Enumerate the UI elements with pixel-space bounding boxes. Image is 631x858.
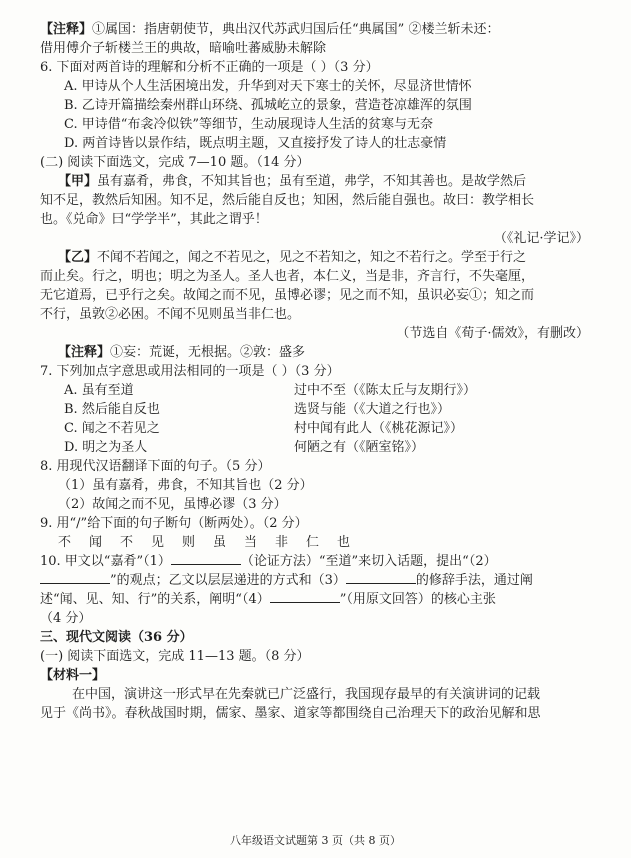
yi-label: 【乙】	[58, 250, 98, 265]
q10-line-1	[40, 552, 601, 571]
q7-row-b	[40, 400, 601, 419]
yi-line-2: 而止矣。行之，明也；明之为圣人。圣人也者，本仁义，当是非，齐言行，不失毫厘，	[40, 269, 535, 284]
section3-sub: (一) 阅读下面选文，完成 11—13 题。（8 分）	[40, 649, 310, 664]
q8-item-1: （1）虽有嘉肴，弗食，不知其旨也（2 分）	[58, 478, 313, 493]
note-top-line2: 借用傅介子斩楼兰王的典故，暗喻吐蕃威胁未解除	[40, 41, 327, 56]
q7-a-left: A. 虽有至道	[64, 383, 134, 398]
q10-blank-2[interactable]	[40, 571, 110, 584]
page-footer: 八年级语文试题第 3 页（共 8 页）	[230, 834, 401, 847]
q9-sentence: 不闻不见则虽当非仁也	[58, 535, 369, 550]
q7-c-right: 村中闻有此人（《桃花源记》）	[294, 421, 464, 436]
q8-item-2: （2）故闻之而不见，虽博必谬（3 分）	[58, 497, 287, 512]
q7-row-a	[40, 381, 601, 400]
q7-b-right: 选贤与能（《大道之行也》）	[294, 402, 451, 417]
q7-stem: 7. 下列加点字意思或用法相同的一项是（ ）（3 分）	[40, 364, 340, 379]
yi-line-3: 无它道焉，已乎行之矣。故闻之而不见，虽博必谬；见之而不知，虽识必妄①；知之而	[40, 288, 535, 303]
jia-text-1: 虽有嘉肴，弗食，不知其旨也；虽有至道，弗学，不知其善也。是故学然后	[97, 174, 527, 189]
yi-line-1	[40, 248, 601, 267]
q10-blank-4[interactable]	[270, 590, 340, 603]
jia-line-2: 知不足，教然后知困。知不足，然后能自反也；知困，然后能自强也。故曰：教学相长	[40, 193, 535, 208]
q7-row-c	[40, 419, 601, 438]
q7-d-left: D. 明之为圣人	[64, 440, 148, 455]
yi-source: （节选自《荀子·儒效》，有删改）	[396, 326, 589, 341]
q7-c-left: C. 闻之不若见之	[64, 421, 160, 436]
q10-text-2b: 的修辞手法，通过阐	[415, 573, 533, 588]
q6-option-c: C. 甲诗借“布衾冷似铁”等细节，生动展现诗人生活的贫寒与无奈	[64, 117, 434, 132]
q7-a-right: 过中不至（《陈太丘与友期行》）	[294, 383, 477, 398]
q8-stem: 8. 用现代汉语翻译下面的句子。（5 分）	[40, 459, 271, 474]
q10-blank-1[interactable]	[171, 552, 241, 565]
q10-text-3a: 述“闻、见、知、行”的关系，阐明“（4）	[40, 592, 270, 607]
q10-text-1b: （论证方法）“至道”来切入话题，提出“（2）	[240, 554, 497, 569]
section2-note-label: 【注释】	[58, 345, 111, 360]
q10-line-2	[40, 571, 601, 590]
q7-d-right: 何陋之有（《陋室铭》）	[294, 440, 425, 455]
q10-text-2a: ”的观点；乙文以层层递进的方式和（3）	[110, 573, 346, 588]
q6-option-a: A. 甲诗从个人生活困境出发，升华到对天下寒士的关怀，尽显济世情怀	[64, 79, 472, 94]
jia-source: （《礼记·学记》）	[493, 231, 589, 246]
material-line-1: 在中国，演讲这一形式早在先秦就已广泛盛行，我国现存最早的有关演讲词的记载	[72, 687, 541, 702]
yi-line-4: 不行，虽敦②必困。不闻不见则虽当非仁也。	[40, 307, 301, 322]
q10-blank-3[interactable]	[346, 571, 416, 584]
jia-line-1	[40, 172, 601, 191]
material-line-2: 见于《尚书》。春秋战国时期，儒家、墨家、道家等都围绕自己治理天下的政治见解和思	[40, 706, 541, 721]
q9-stem: 9. 用“/”给下面的句子断句（断两处）。（2 分）	[40, 516, 308, 531]
q6-option-d: D. 两首诗皆以景作结，既点明主题，又直接抒发了诗人的壮志豪情	[64, 136, 447, 151]
yi-text-1: 不闻不若闻之，闻之不若见之，见之不若知之，知之不若行之。学至于行之	[97, 250, 527, 265]
note-top-line1	[40, 20, 601, 39]
q10-text-3b: ”（用原文回答）的核心主张	[339, 592, 496, 607]
q7-b-left: B. 然后能自反也	[64, 402, 160, 417]
q7-row-d	[40, 438, 601, 457]
q6-stem: 6. 下面对两首诗的理解和分析不正确的一项是（ ）（3 分）	[40, 60, 379, 75]
jia-line-3: 也。《兑命》曰“学学半”，其此之谓乎！	[40, 212, 268, 227]
q10-line-3	[40, 590, 601, 609]
section2-heading: (二) 阅读下面选文，完成 7—10 题。（14 分）	[40, 155, 310, 170]
q6-option-b: B. 乙诗开篇描绘秦州群山环绕、孤城屹立的景象，营造苍凉雄浑的氛围	[64, 98, 472, 113]
q10-line-4: （4 分）	[40, 611, 92, 626]
material-label: 【材料一】	[40, 668, 106, 683]
section2-note-text: ①妄：荒诞，无根据。②敦：盛多	[110, 345, 306, 360]
jia-label: 【甲】	[58, 174, 98, 189]
section3-heading: 三、现代文阅读（36 分）	[40, 630, 193, 645]
q10-text-1a: 10. 甲文以“嘉肴”（1）	[40, 554, 171, 569]
section2-note	[40, 343, 601, 362]
note-top-label: 【注释】	[40, 22, 93, 37]
note-top-text1: ①属国：指唐朝使节，典出汉代苏武归国后任“典属国” ②楼兰斩未还：	[92, 22, 500, 37]
